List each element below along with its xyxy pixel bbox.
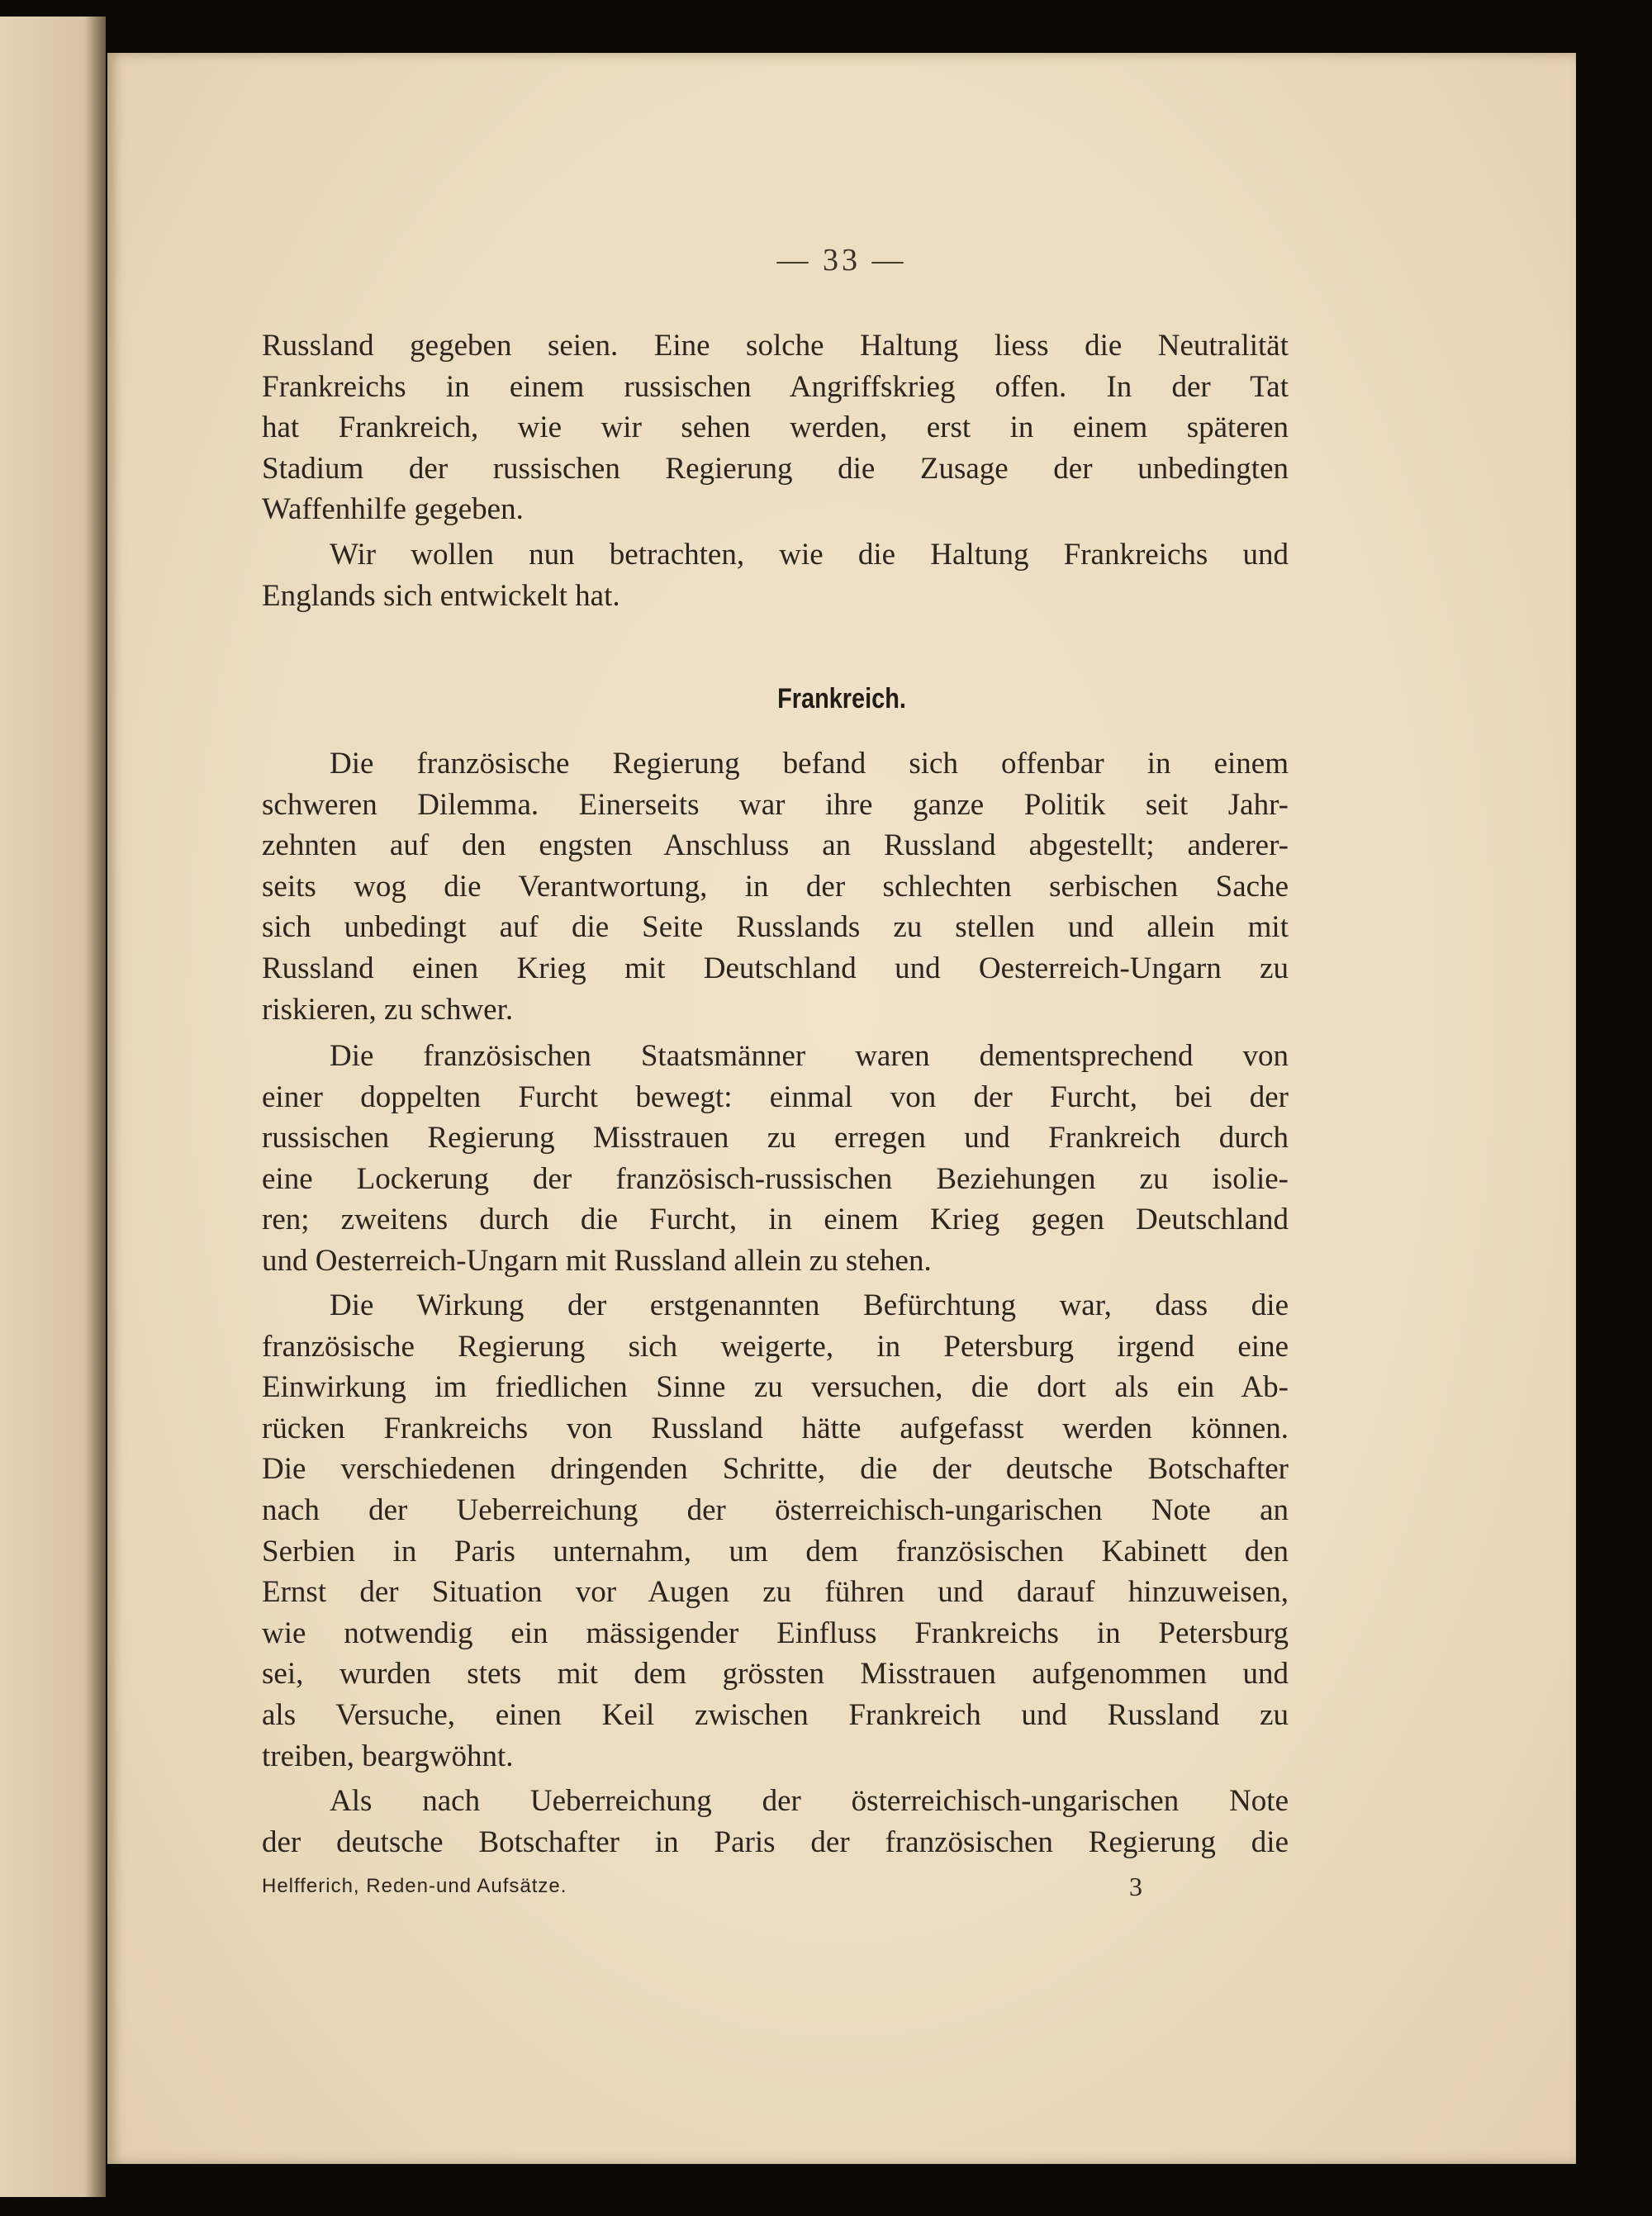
text-line: Russland einen Krieg mit Deutschland und Oesterreich-Ungarn zu <box>262 951 1289 985</box>
text-line: nach der Ueberreichung der österreichisch-ungarischen Note an <box>262 1492 1289 1527</box>
text-line: Ernst der Situation vor Augen zu führen und darauf hinzuweisen, <box>262 1575 1289 1610</box>
page-number: — 33 — <box>776 243 907 278</box>
text-line: als Versuche, einen Keil zwischen Frankreich und Russland zu <box>262 1697 1289 1732</box>
text-line: französische Regierung sich weigerte, in Petersburg irgend eine <box>262 1329 1289 1364</box>
text-line: rücken Frankreichs von Russland hätte aufgefasst werden können. <box>262 1411 1289 1445</box>
text-line: schweren Dilemma. Einerseits war ihre ganze Politik seit Jahr- <box>262 787 1289 822</box>
text-line: Wir wollen nun betrachten, wie die Haltung Frankreichs und <box>330 538 1289 572</box>
text-line: Die französische Regierung befand sich offenbar in einem <box>330 747 1289 781</box>
text-line: Serbien in Paris unternahm, um dem französischen Kabinett den <box>262 1534 1289 1568</box>
text-line: Als nach Ueberreichung der österreichisch-ungarischen Note <box>330 1784 1289 1818</box>
text-line: Stadium der russischen Regierung die Zusage der unbedingten <box>262 451 1289 486</box>
text-line: wie notwendig ein mässigender Einfluss Frankreichs in Petersburg <box>262 1616 1289 1650</box>
text-line: Die französischen Staatsmänner waren dementsprechend von <box>330 1039 1289 1073</box>
footer-source: Helfferich, Reden-und Aufsätze. <box>262 1875 567 1897</box>
text-line: treiben, beargwöhnt. <box>262 1739 514 1773</box>
page-footer <box>262 1870 1170 1903</box>
text-line: riskieren, zu schwer. <box>262 992 514 1027</box>
section-heading: Frankreich. <box>777 683 906 714</box>
paragraph <box>262 1285 1289 1777</box>
adjacent-page-edge <box>0 17 106 2197</box>
text-line: seits wog die Verantwortung, in der schlechten serbischen Sache <box>262 869 1289 904</box>
text-line: der deutsche Botschafter in Paris der französischen Regierung die <box>262 1825 1289 1859</box>
text-line: einer doppelten Furcht bewegt: einmal von der Furcht, bei der <box>262 1080 1289 1114</box>
text-line: ren; zweitens durch die Furcht, in einem Krieg gegen Deutschland <box>262 1203 1289 1237</box>
paragraph <box>262 1036 1289 1282</box>
text-line: Waffenhilfe gegeben. <box>262 492 524 527</box>
book-page <box>107 53 1576 2164</box>
text-line: hat Frankreich, wie wir sehen werden, erst in einem späteren <box>262 410 1289 445</box>
text-line: Die verschiedenen dringenden Schritte, die der deutsche Botschafter <box>262 1452 1289 1487</box>
signature-mark: 3 <box>1129 1872 1142 1901</box>
paragraph <box>262 1781 1289 1862</box>
text-line: Die Wirkung der erstgenannten Befürchtung war, dass die <box>330 1288 1289 1322</box>
text-line: zehnten auf den engsten Anschluss an Russland abgestellt; anderer- <box>262 828 1289 863</box>
text-line: eine Lockerung der französisch-russischen Beziehungen zu isolie- <box>262 1161 1289 1196</box>
text-line: sei, wurden stets mit dem grössten Misstrauen aufgenommen und <box>262 1657 1289 1692</box>
paragraph <box>262 325 1289 530</box>
text-line: und Oesterreich-Ungarn mit Russland allein zu stehen. <box>262 1243 932 1278</box>
text-line: Russland gegeben seien. Eine solche Haltung liess die Neutralität <box>262 329 1289 363</box>
text-line: Frankreichs in einem russischen Angriffskrieg offen. In der Tat <box>262 369 1289 404</box>
text-line: Englands sich entwickelt hat. <box>262 578 620 613</box>
text-line: russischen Regierung Misstrauen zu erregen und Frankreich durch <box>262 1121 1289 1155</box>
text-line: Einwirkung im friedlichen Sinne zu versuchen, die dort als ein Ab- <box>262 1370 1289 1405</box>
text-line: sich unbedingt auf die Seite Russlands zu stellen und allein mit <box>262 910 1289 945</box>
paragraph <box>262 534 1289 616</box>
paragraph <box>262 743 1289 1030</box>
